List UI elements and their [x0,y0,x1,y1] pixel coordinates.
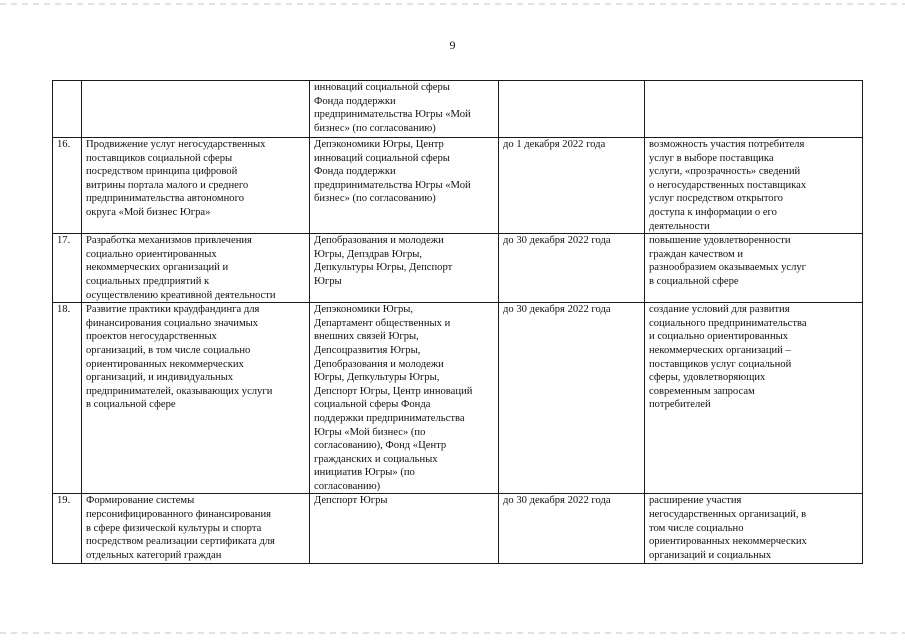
responsible-executors: Депспорт Югры [310,494,499,564]
deadline: до 30 декабря 2022 года [499,234,645,303]
responsible-executors: Депэкономики Югры, Центр инноваций социальной сферы Фонда поддержки предпринимательства Югры «Мой бизнес» (по согласованию) [310,138,499,234]
table-row [53,234,863,303]
row-number: 16. [53,138,82,234]
table-row [53,138,863,234]
deadline: до 30 декабря 2022 года [499,494,645,564]
scan-edge-top [0,3,905,5]
table-row [53,81,863,138]
row-number [53,81,82,138]
measures-table [52,80,863,564]
measure-name: Продвижение услуг негосударственных поставщиков социальной сферы посредством принципа цифровой витрины портала малого и среднего предпринимательства автономного округа «Мой бизнес Югра» [82,138,310,234]
measure-name [82,81,310,138]
expected-result: расширение участия негосударственных организаций, в том числе социально ориентированных некоммерческих организаций и социальных [645,494,863,564]
table-row [53,303,863,494]
responsible-executors: Депэкономики Югры, Департамент общественных и внешних связей Югры, Депсоцразвития Югры, Депобразования и молодежи Югры, Депкультуры Югры, Депспорт Югры, Центр инноваций социальной сферы Фонда поддержки предпринимательства Югры «Мой бизнес» (по согласованию), Фонд «Центр гражданских и социальных инициатив Югры» (по согласованию) [310,303,499,494]
row-number: 19. [53,494,82,564]
responsible-executors: Депобразования и молодежи Югры, Депздрав Югры, Депкультуры Югры, Депспорт Югры [310,234,499,303]
measure-name: Развитие практики краудфандинга для финансирования социально значимых проектов негосударственных организаций, в том числе социально ориентированных некоммерческих организаций, и индивидуальных предпринимателей, оказывающих услуги в социальной сфере [82,303,310,494]
measure-name: Разработка механизмов привлечения социально ориентированных некоммерческих организаций и социальных предприятий к осуществлению креативной деятельности [82,234,310,303]
scan-edge-bottom [0,632,905,634]
expected-result: возможность участия потребителя услуг в выборе поставщика услуги, «прозрачность» сведений о негосударственных поставщиках услуг посредством открытого доступа к информации о его деятельности [645,138,863,234]
row-number: 17. [53,234,82,303]
deadline: до 30 декабря 2022 года [499,303,645,494]
page-number: 9 [449,38,456,52]
measure-name: Формирование системы персонифицированного финансирования в сфере физической культуры и спорта посредством реализации сертификата для отдельных категорий граждан [82,494,310,564]
deadline: до 1 декабря 2022 года [499,138,645,234]
responsible-executors: инноваций социальной сферы Фонда поддержки предпринимательства Югры «Мой бизнес» (по согласованию) [310,81,499,138]
expected-result: создание условий для развития социального предпринимательства и социально ориентированных некоммерческих организаций – поставщиков услуг социальной сферы, удовлетворяющих современным запросам потребителей [645,303,863,494]
table-row [53,494,863,564]
deadline [499,81,645,138]
expected-result [645,81,863,138]
row-number: 18. [53,303,82,494]
expected-result: повышение удовлетворенности граждан качеством и разнообразием оказываемых услуг в социальной сфере [645,234,863,303]
